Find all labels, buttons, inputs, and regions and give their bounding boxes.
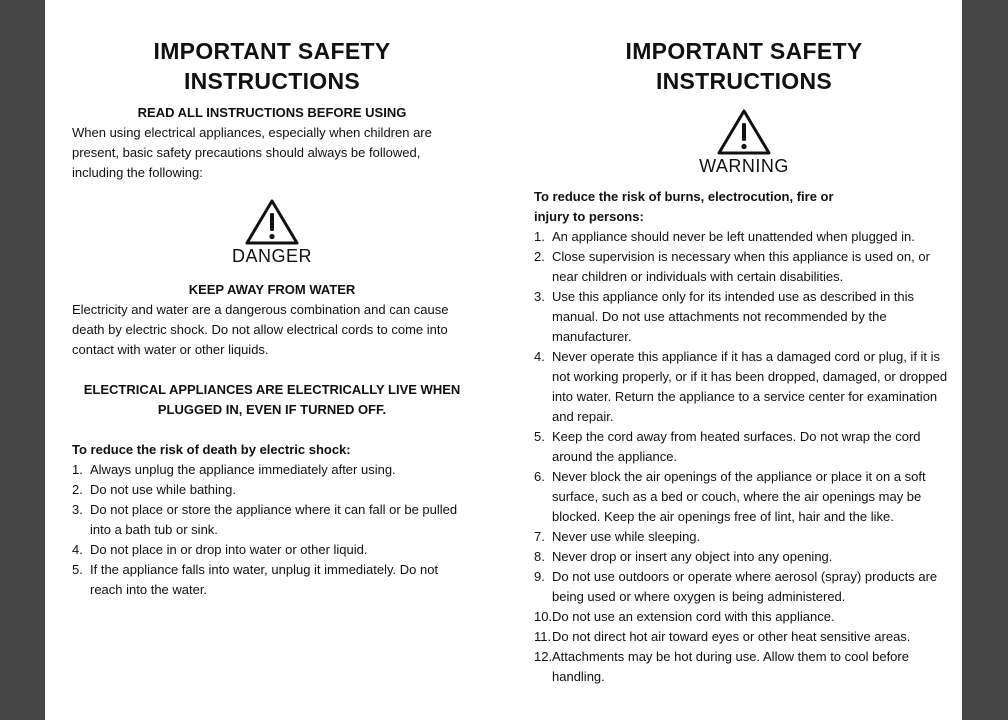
list-item-text: Do not place or store the appliance where it can fall or be pulled into a bath tub or sink. <box>90 502 458 537</box>
left-page-title <box>72 36 472 96</box>
list-item <box>534 227 954 247</box>
read-all-heading: READ ALL INSTRUCTIONS BEFORE USING <box>137 105 407 120</box>
list-item-number: 7. <box>534 529 545 544</box>
list-item <box>534 347 954 427</box>
list-item-text: Never use while sleeping. <box>552 529 701 544</box>
right-title-line-1: IMPORTANT SAFETY <box>625 38 863 64</box>
list-item-text: Never drop or insert any object into any opening. <box>552 549 833 564</box>
list-item-number: 2. <box>72 482 83 497</box>
left-title-line-2: INSTRUCTIONS <box>183 68 361 94</box>
list-item <box>534 287 954 347</box>
list-item <box>72 480 472 500</box>
warning-symbol <box>534 107 954 175</box>
list-item-text: Do not use outdoors or operate where aerosol (spray) products are being used or where oxygen is being administered. <box>552 569 938 604</box>
warning-label: WARNING <box>699 156 789 176</box>
manual-page <box>45 0 962 720</box>
right-title-line-2: INSTRUCTIONS <box>655 68 833 94</box>
list-item-text: Keep the cord away from heated surfaces. Do not wrap the cord around the appliance. <box>552 429 921 464</box>
list-item-text: Close supervision is necessary when this appliance is used on, or near children or individuals with certain disabilities. <box>552 249 930 284</box>
list-item <box>534 467 954 527</box>
shock-heading: To reduce the risk of death by electric shock: <box>72 442 351 457</box>
list-item-text: Do not use an extension cord with this appliance. <box>552 609 835 624</box>
list-item <box>534 647 954 687</box>
keep-away-heading: KEEP AWAY FROM WATER <box>188 282 356 297</box>
list-item-text: Never block the air openings of the appliance or place it on a soft surface, such as a bed or couch, where the air openings may be blocked. Keep the air openings free of lint, hair and the like. <box>552 469 926 524</box>
list-item-number: 4. <box>534 349 545 364</box>
list-item-number: 5. <box>534 429 545 444</box>
list-item-text: Do not direct hot air toward eyes or other heat sensitive areas. <box>552 629 911 644</box>
intro-paragraph: When using electrical appliances, especially when children are present, basic safety precautions should always be followed, including the following: <box>72 125 432 180</box>
list-item-text: Use this appliance only for its intended use as described in this manual. Do not use attachments not recommended by the manufacturer. <box>552 289 915 344</box>
list-item-number: 1. <box>72 462 83 477</box>
list-item-number: 3. <box>534 289 545 304</box>
list-item <box>534 247 954 287</box>
list-item <box>534 567 954 607</box>
list-item <box>534 627 954 647</box>
list-item-text: Always unplug the appliance immediately after using. <box>90 462 396 477</box>
list-item-text: Do not use while bathing. <box>90 482 236 497</box>
list-item-text: Never operate this appliance if it has a damaged cord or plug, if it is not working properly, or if it has been dropped, damaged, or dropped into water. Return the appliance to a service center for examination and repair. <box>552 349 948 424</box>
list-item-number: 8. <box>534 549 545 564</box>
water-paragraph: Electricity and water are a dangerous combination and can cause death by electric shock. Do not allow electrical cords to come into contact with water or other liquids. <box>72 302 449 357</box>
warning-triangle-icon <box>243 197 301 247</box>
list-item-number: 3. <box>72 502 83 517</box>
list-item-number: 1. <box>534 229 545 244</box>
list-item <box>72 560 472 600</box>
list-item-number: 12. <box>534 649 553 664</box>
left-column <box>72 0 472 600</box>
right-page-title <box>534 36 954 96</box>
shock-list <box>72 460 472 600</box>
danger-label: DANGER <box>231 246 312 266</box>
list-item-number: 11. <box>534 629 552 644</box>
list-item <box>534 547 954 567</box>
list-item-number: 2. <box>534 249 545 264</box>
list-item-number: 9. <box>534 569 545 584</box>
list-item-text: An appliance should never be left unattended when plugged in. <box>552 229 915 244</box>
list-item-number: 5. <box>72 562 83 577</box>
burns-heading: To reduce the risk of burns, electrocution, fire or injury to persons: <box>534 189 834 224</box>
left-title-line-1: IMPORTANT SAFETY <box>153 38 391 64</box>
list-item <box>72 460 472 480</box>
live-warning-text: ELECTRICAL APPLIANCES ARE ELECTRICALLY LIVE WHEN PLUGGED IN, EVEN IF TURNED OFF. <box>83 382 461 417</box>
list-item-text: Attachments may be hot during use. Allow them to cool before handling. <box>552 649 909 684</box>
list-item <box>72 500 472 540</box>
warning-triangle-icon <box>715 107 773 157</box>
danger-symbol <box>72 197 472 265</box>
list-item-text: Do not place in or drop into water or other liquid. <box>90 542 368 557</box>
list-item <box>534 527 954 547</box>
right-column <box>534 0 954 687</box>
list-item <box>534 427 954 467</box>
list-item-number: 4. <box>72 542 83 557</box>
list-item <box>72 540 472 560</box>
list-item-text: If the appliance falls into water, unplug it immediately. Do not reach into the water. <box>90 562 439 597</box>
list-item <box>534 607 954 627</box>
list-item-number: 6. <box>534 469 545 484</box>
list-item-number: 10. <box>534 609 553 624</box>
safety-list <box>534 227 954 687</box>
